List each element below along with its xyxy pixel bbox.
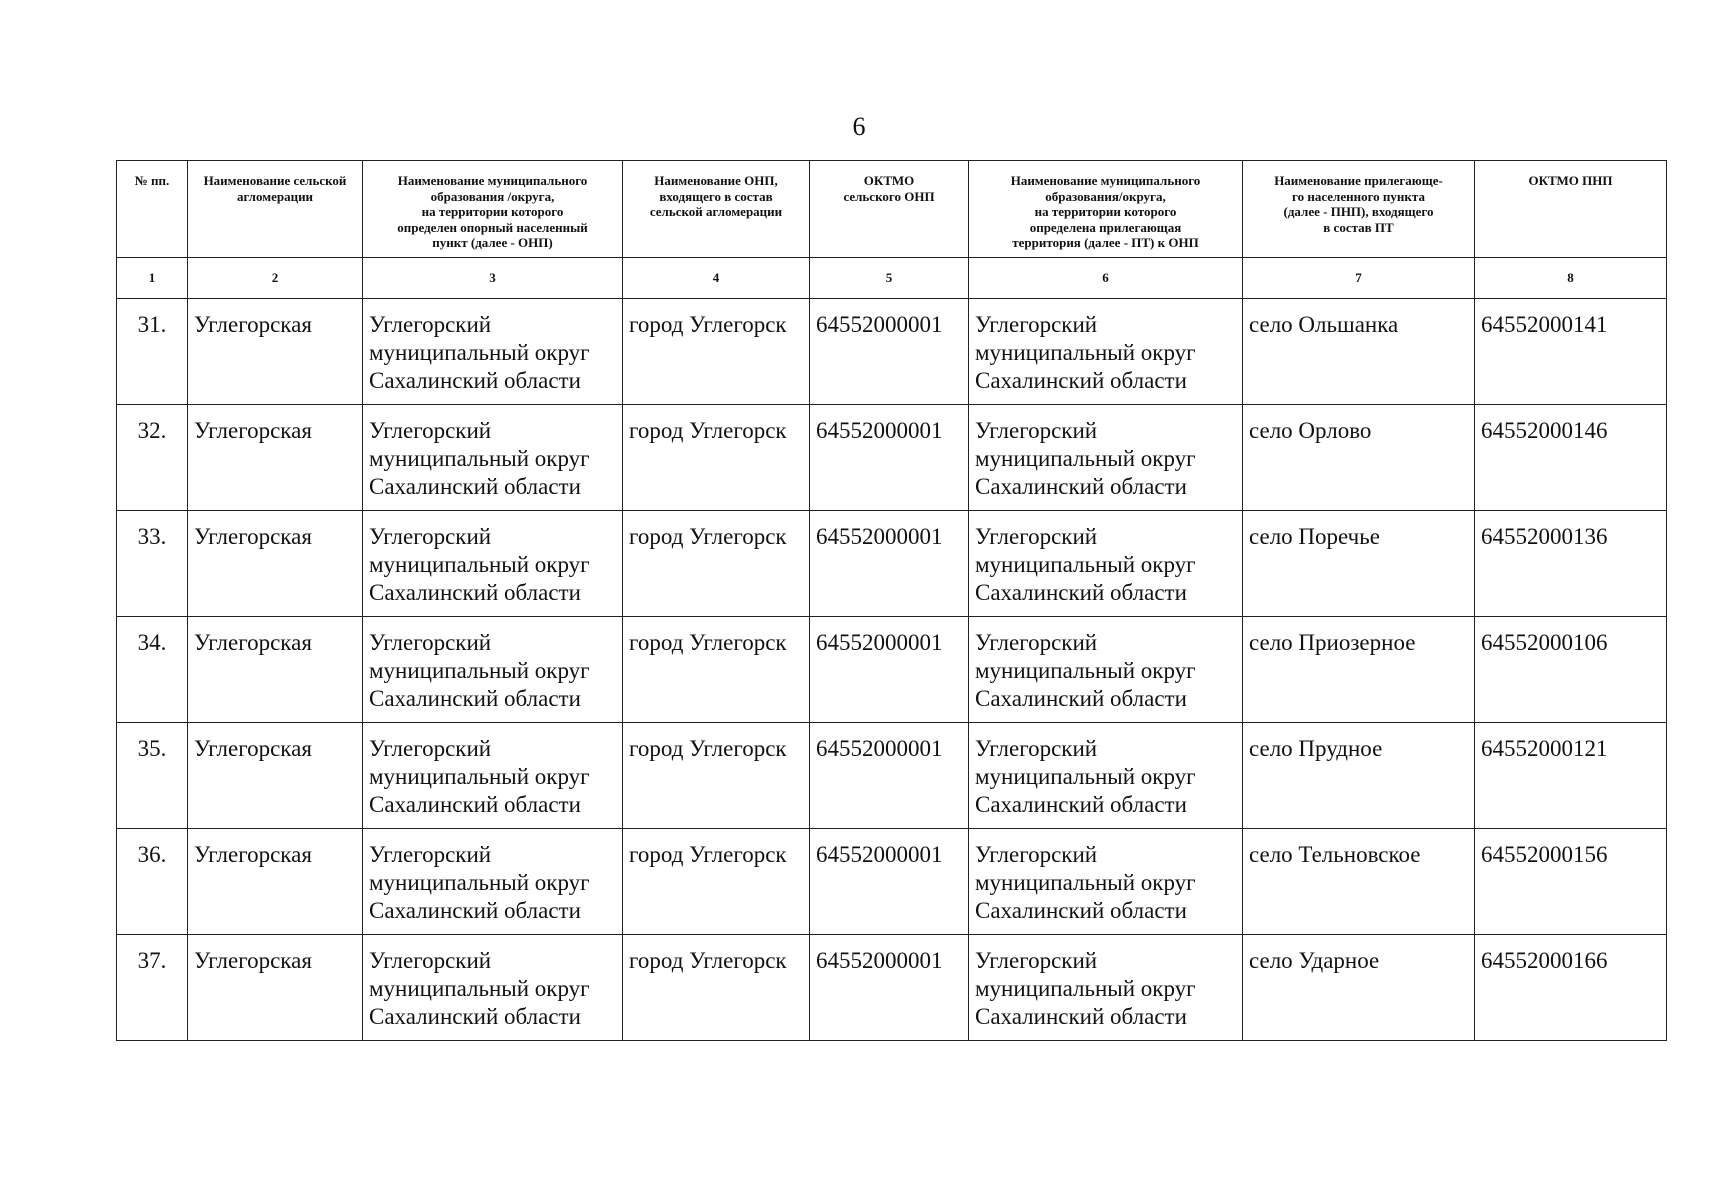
row-number-cell: 31. — [117, 298, 188, 404]
table-row — [117, 510, 1667, 616]
column-number: 3 — [363, 257, 623, 298]
oktmo-onp-cell: 64552000001 — [810, 298, 969, 404]
municipality-pt-cell-line: муниципальный округ — [975, 339, 1196, 365]
header-col-6 — [969, 161, 1243, 258]
header-col-4 — [623, 161, 810, 258]
municipality-cell — [363, 828, 623, 934]
page-number: 6 — [852, 112, 866, 141]
municipality-cell-line: Сахалинский области — [369, 685, 581, 711]
municipality-cell-line: Сахалинский области — [369, 473, 581, 499]
onp-cell: город Углегорск — [623, 616, 810, 722]
oktmo-pnp-cell: 64552000136 — [1475, 510, 1667, 616]
oktmo-pnp-cell: 64552000146 — [1475, 404, 1667, 510]
municipality-cell — [363, 510, 623, 616]
column-number: 6 — [969, 257, 1243, 298]
row-number-cell: 36. — [117, 828, 188, 934]
pnp-cell: село Ольшанка — [1243, 298, 1475, 404]
table-row — [117, 404, 1667, 510]
header-col-3-line: Наименование муниципального — [397, 173, 588, 188]
municipality-cell-line: Углегорский — [369, 523, 492, 549]
onp-cell: город Углегорск — [623, 828, 810, 934]
municipality-pt-cell-line: Сахалинский области — [975, 579, 1187, 605]
header-col-5-line: сельского ОНП — [843, 188, 935, 204]
municipality-cell-line: муниципальный округ — [369, 975, 590, 1001]
municipality-pt-cell-line: Сахалинский области — [975, 897, 1187, 923]
municipality-pt-cell-line: Сахалинский области — [975, 367, 1187, 393]
municipality-pt-cell-line: Углегорский — [975, 311, 1098, 337]
oktmo-onp-cell: 64552000001 — [810, 510, 969, 616]
pnp-cell: село Поречье — [1243, 510, 1475, 616]
municipality-cell-line: Углегорский — [369, 629, 492, 655]
header-col-3-line: образования /округа, — [430, 188, 555, 204]
municipality-pt-cell — [969, 298, 1243, 404]
municipality-cell-line: Сахалинский области — [369, 367, 581, 393]
header-col-7-line: (далее - ПНП), входящего — [1283, 204, 1434, 219]
pnp-cell: село Орлово — [1243, 404, 1475, 510]
municipality-cell-line: Углегорский — [369, 735, 492, 761]
municipality-pt-cell-line: Углегорский — [975, 523, 1098, 549]
municipality-cell — [363, 298, 623, 404]
municipality-pt-cell-line: Углегорский — [975, 735, 1098, 761]
municipality-cell-line: муниципальный округ — [369, 763, 590, 789]
onp-cell: город Углегорск — [623, 510, 810, 616]
oktmo-onp-cell: 64552000001 — [810, 722, 969, 828]
agglomeration-cell: Углегорская — [188, 616, 363, 722]
column-number: 4 — [623, 257, 810, 298]
municipality-pt-cell-line: Углегорский — [975, 841, 1098, 867]
municipality-pt-cell — [969, 934, 1243, 1040]
municipality-pt-cell — [969, 828, 1243, 934]
onp-cell: город Углегорск — [623, 298, 810, 404]
oktmo-onp-cell: 64552000001 — [810, 616, 969, 722]
oktmo-pnp-cell: 64552000106 — [1475, 616, 1667, 722]
table-row — [117, 934, 1667, 1040]
oktmo-onp-cell: 64552000001 — [810, 934, 969, 1040]
onp-cell: город Углегорск — [623, 404, 810, 510]
table-row — [117, 616, 1667, 722]
municipality-cell-line: Сахалинский области — [369, 791, 581, 817]
pnp-cell: село Прудное — [1243, 722, 1475, 828]
table-row — [117, 722, 1667, 828]
municipality-cell-line: муниципальный округ — [369, 339, 590, 365]
oktmo-pnp-cell: 64552000166 — [1475, 934, 1667, 1040]
header-col-3 — [363, 161, 623, 258]
municipality-cell-line: Углегорский — [369, 417, 492, 443]
municipality-cell-line: Углегорский — [369, 311, 492, 337]
header-col-4-line: сельской агломерации — [649, 204, 783, 219]
municipality-pt-cell-line: Сахалинский области — [975, 685, 1187, 711]
onp-cell: город Углегорск — [623, 722, 810, 828]
row-number-cell: 32. — [117, 404, 188, 510]
header-col-4-line: Наименование ОНП, — [654, 173, 778, 188]
municipality-pt-cell — [969, 722, 1243, 828]
agglomeration-cell: Углегорская — [188, 828, 363, 934]
municipality-pt-cell — [969, 616, 1243, 722]
municipality-cell-line: муниципальный округ — [369, 445, 590, 471]
agglomeration-cell: Углегорская — [188, 934, 363, 1040]
header-col-1: № пп. — [117, 161, 188, 258]
municipality-cell-line: Сахалинский области — [369, 897, 581, 923]
header-col-3-line: определен опорный населенный — [397, 219, 588, 235]
header-col-3-line: на территории которого — [421, 204, 564, 219]
municipality-pt-cell-line: Сахалинский области — [975, 473, 1187, 499]
row-number-cell: 33. — [117, 510, 188, 616]
header-col-6-line: Наименование муниципального — [1010, 173, 1201, 188]
municipality-pt-cell — [969, 510, 1243, 616]
municipality-cell-line: муниципальный округ — [369, 551, 590, 577]
oktmo-onp-cell: 64552000001 — [810, 404, 969, 510]
municipality-pt-cell-line: муниципальный округ — [975, 445, 1196, 471]
municipality-pt-cell-line: муниципальный округ — [975, 869, 1196, 895]
municipality-cell — [363, 616, 623, 722]
header-col-4-line: входящего в состав — [659, 188, 773, 204]
municipality-cell-line: муниципальный округ — [369, 657, 590, 683]
municipality-pt-cell-line: Углегорский — [975, 417, 1098, 443]
header-col-5-line: ОКТМО — [863, 173, 915, 188]
header-col-7-line: го населенного пункта — [1292, 188, 1425, 204]
oktmo-pnp-cell: 64552000121 — [1475, 722, 1667, 828]
header-col-3-line: пункт (далее - ОНП) — [432, 235, 553, 250]
agglomeration-cell: Углегорская — [188, 298, 363, 404]
municipality-cell — [363, 722, 623, 828]
column-number-row — [117, 257, 1667, 298]
municipality-pt-cell-line: Сахалинский области — [975, 791, 1187, 817]
onp-cell: город Углегорск — [623, 934, 810, 1040]
row-number-cell: 35. — [117, 722, 188, 828]
header-col-8: ОКТМО ПНП — [1475, 161, 1667, 258]
municipality-cell-line: Сахалинский области — [369, 1003, 581, 1029]
municipality-pt-cell-line: муниципальный округ — [975, 551, 1196, 577]
column-number: 7 — [1243, 257, 1475, 298]
pnp-cell: село Тельновское — [1243, 828, 1475, 934]
municipality-cell-line: Углегорский — [369, 841, 492, 867]
municipality-pt-cell-line: Углегорский — [975, 629, 1098, 655]
municipality-cell — [363, 934, 623, 1040]
column-number: 8 — [1475, 257, 1667, 298]
header-col-7-line: в состав ПТ — [1323, 219, 1394, 235]
oktmo-pnp-cell: 64552000156 — [1475, 828, 1667, 934]
municipality-cell-line: муниципальный округ — [369, 869, 590, 895]
municipality-pt-cell-line: муниципальный округ — [975, 763, 1196, 789]
municipality-pt-cell-line: Углегорский — [975, 947, 1098, 973]
header-col-6-line: на территории которого — [1034, 204, 1177, 219]
municipality-cell-line: Сахалинский области — [369, 579, 581, 605]
column-number: 2 — [188, 257, 363, 298]
header-col-7 — [1243, 161, 1475, 258]
municipality-pt-cell-line: Сахалинский области — [975, 1003, 1187, 1029]
agglomeration-cell: Углегорская — [188, 510, 363, 616]
municipality-pt-cell — [969, 404, 1243, 510]
table-header-row — [117, 161, 1667, 258]
agglomeration-cell: Углегорская — [188, 404, 363, 510]
oktmo-onp-cell: 64552000001 — [810, 828, 969, 934]
row-number-cell: 34. — [117, 616, 188, 722]
header-col-5 — [810, 161, 969, 258]
header-col-7-line: Наименование прилегающе- — [1274, 173, 1443, 188]
row-number-cell: 37. — [117, 934, 188, 1040]
column-number: 1 — [117, 257, 188, 298]
header-col-6-line: определена прилегающая — [1029, 219, 1182, 235]
table-row — [117, 298, 1667, 404]
settlements-table — [116, 160, 1667, 1041]
header-col-2: Наименование сельской агломерации — [188, 161, 363, 258]
agglomeration-cell: Углегорская — [188, 722, 363, 828]
column-number: 5 — [810, 257, 969, 298]
header-col-6-line: образования/округа, — [1045, 188, 1166, 204]
header-col-6-line: территория (далее - ПТ) к ОНП — [1012, 235, 1199, 250]
oktmo-pnp-cell: 64552000141 — [1475, 298, 1667, 404]
municipality-pt-cell-line: муниципальный округ — [975, 657, 1196, 683]
pnp-cell: село Ударное — [1243, 934, 1475, 1040]
municipality-cell-line: Углегорский — [369, 947, 492, 973]
table-row — [117, 828, 1667, 934]
municipality-cell — [363, 404, 623, 510]
pnp-cell: село Приозерное — [1243, 616, 1475, 722]
municipality-pt-cell-line: муниципальный округ — [975, 975, 1196, 1001]
